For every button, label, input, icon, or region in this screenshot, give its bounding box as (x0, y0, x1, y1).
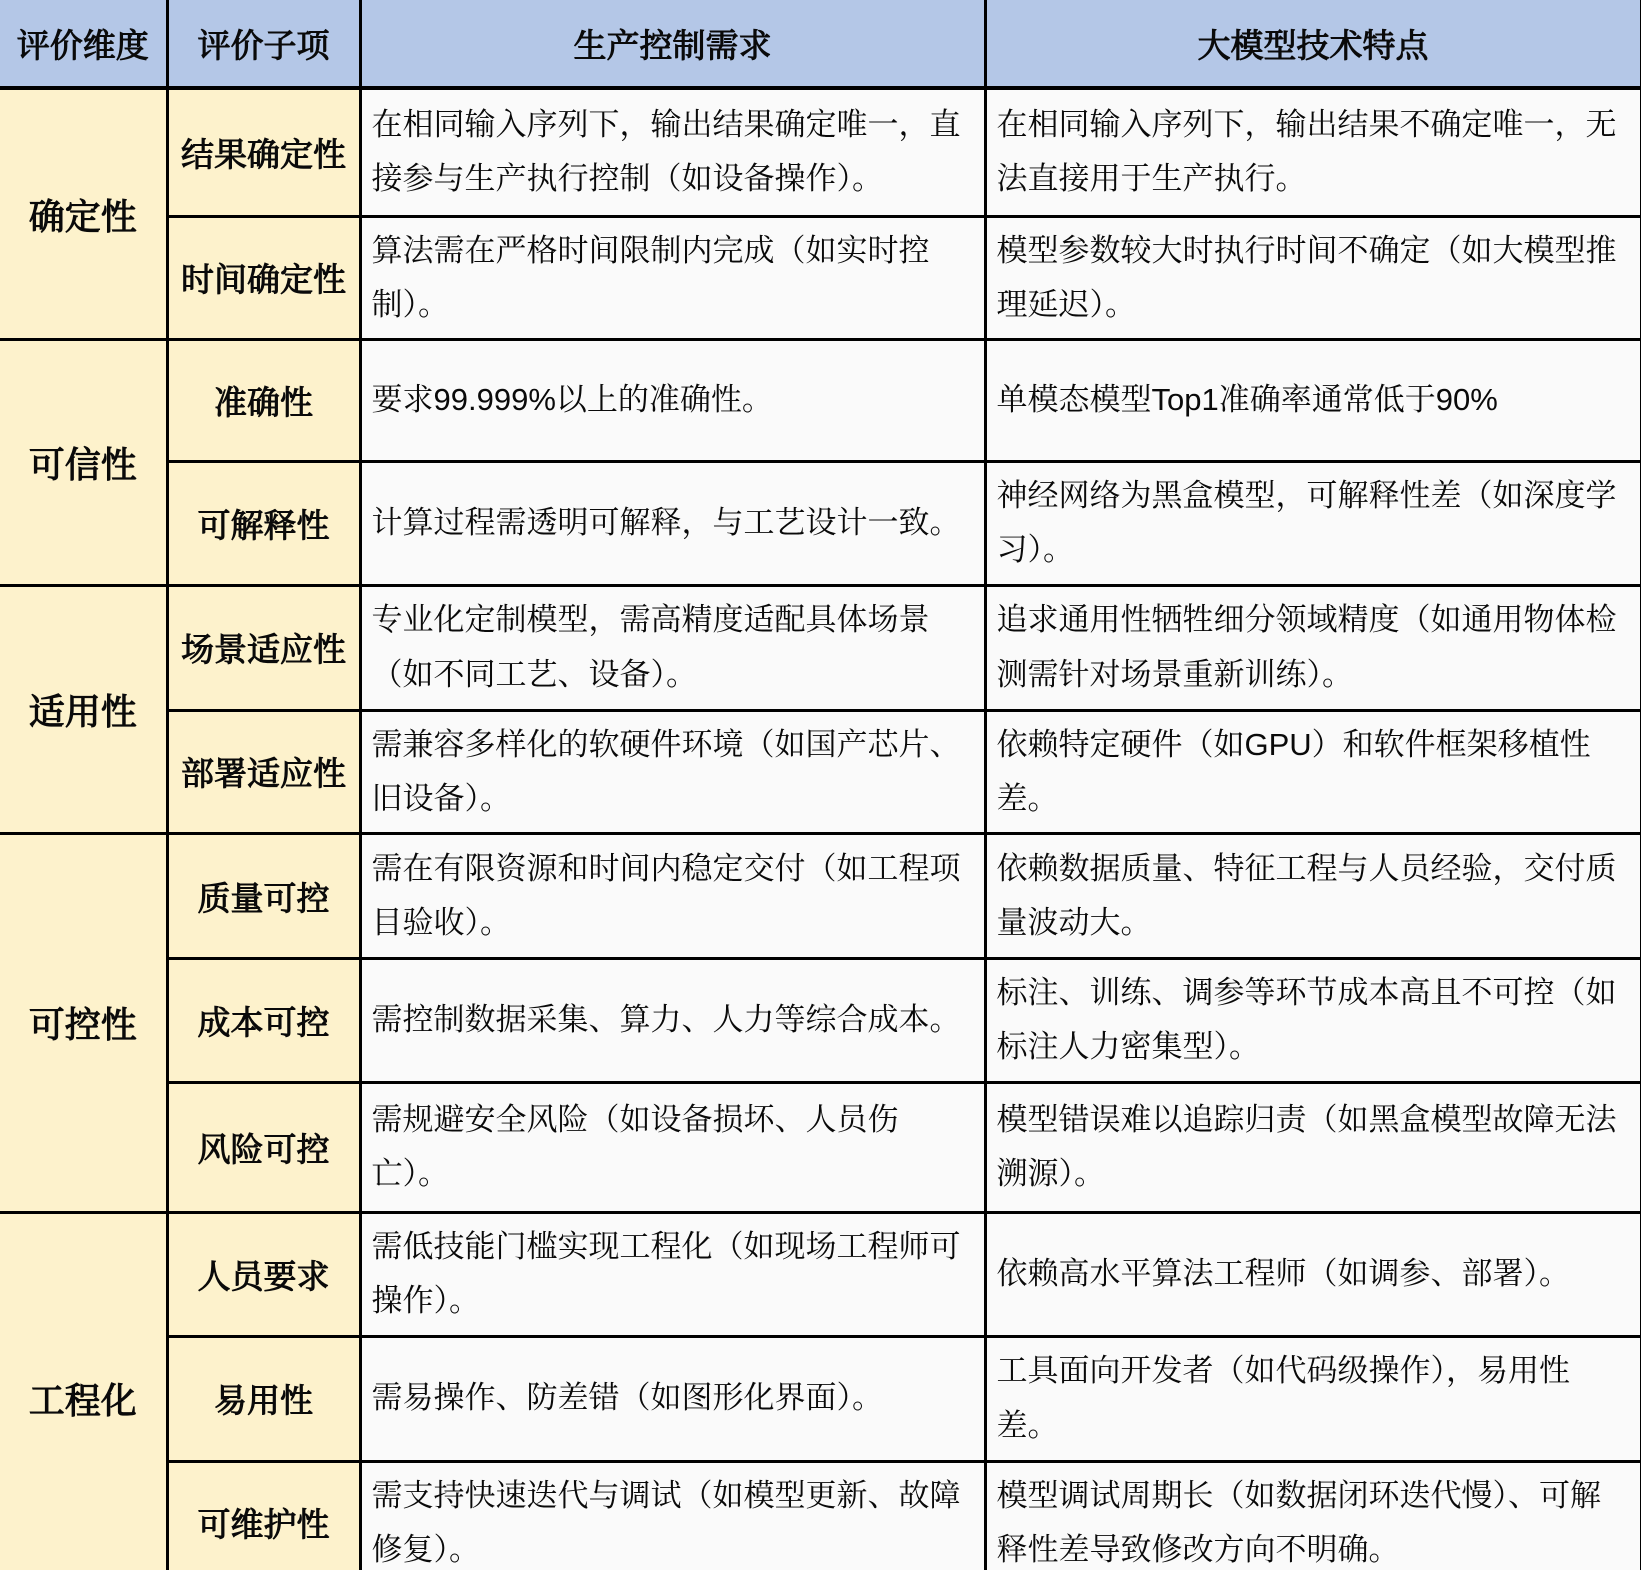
subitem-cell: 可维护性 (167, 1461, 360, 1570)
llm-trait-cell: 在相同输入序列下，输出结果不确定唯一，无法直接用于生产执行。 (985, 88, 1641, 216)
subitem-cell: 场景适应性 (167, 585, 360, 710)
header-cell-dimension: 评价维度 (0, 0, 167, 88)
header-cell-llm-trait: 大模型技术特点 (985, 0, 1641, 88)
llm-trait-cell: 依赖特定硬件（如GPU）和软件框架移植性差。 (985, 710, 1641, 834)
llm-trait-cell: 模型调试周期长（如数据闭环迭代慢）、可解释性差导致修改方向不明确。 (985, 1461, 1641, 1570)
header-row (0, 0, 1641, 88)
llm-trait-cell: 模型错误难以追踪归责（如黑盒模型故障无法溯源）。 (985, 1082, 1641, 1212)
table-row (0, 710, 1641, 834)
dimension-cell-engineering: 工程化 (0, 1212, 167, 1570)
production-need-cell: 要求99.999%以上的准确性。 (360, 340, 985, 462)
subitem-cell: 质量可控 (167, 834, 360, 959)
production-need-cell: 算法需在严格时间限制内完成（如实时控制）。 (360, 216, 985, 340)
table-row (0, 462, 1641, 586)
subitem-cell: 人员要求 (167, 1212, 360, 1336)
table-row (0, 585, 1641, 710)
production-need-cell: 需控制数据采集、算力、人力等综合成本。 (360, 959, 985, 1083)
production-need-cell: 需易操作、防差错（如图形化界面）。 (360, 1336, 985, 1461)
llm-trait-cell: 依赖数据质量、特征工程与人员经验，交付质量波动大。 (985, 834, 1641, 959)
production-need-cell: 计算过程需透明可解释，与工艺设计一致。 (360, 462, 985, 586)
llm-trait-cell: 依赖高水平算法工程师（如调参、部署）。 (985, 1212, 1641, 1336)
production-need-cell: 在相同输入序列下，输出结果确定唯一，直接参与生产执行控制（如设备操作）。 (360, 88, 985, 216)
production-need-cell: 需规避安全风险（如设备损坏、人员伤亡）。 (360, 1082, 985, 1212)
table-row (0, 216, 1641, 340)
table-row (0, 1461, 1641, 1570)
subitem-cell: 成本可控 (167, 959, 360, 1083)
llm-trait-cell: 追求通用性牺牲细分领域精度（如通用物体检测需针对场景重新训练）。 (985, 585, 1641, 710)
llm-trait-cell: 模型参数较大时执行时间不确定（如大模型推理延迟）。 (985, 216, 1641, 340)
production-need-cell: 需在有限资源和时间内稳定交付（如工程项目验收）。 (360, 834, 985, 959)
table-row (0, 1336, 1641, 1461)
subitem-cell: 准确性 (167, 340, 360, 462)
llm-trait-cell: 神经网络为黑盒模型，可解释性差（如深度学习）。 (985, 462, 1641, 586)
subitem-cell: 部署适应性 (167, 710, 360, 834)
production-need-cell: 专业化定制模型，需高精度适配具体场景（如不同工艺、设备）。 (360, 585, 985, 710)
table-row (0, 1212, 1641, 1336)
table-row (0, 340, 1641, 462)
production-need-cell: 需低技能门槛实现工程化（如现场工程师可操作）。 (360, 1212, 985, 1336)
table-row (0, 834, 1641, 959)
dimension-cell-certainty: 确定性 (0, 88, 167, 340)
header-cell-subitem: 评价子项 (167, 0, 360, 88)
table-row (0, 1082, 1641, 1212)
dimension-cell-applicability: 适用性 (0, 585, 167, 834)
llm-trait-cell: 工具面向开发者（如代码级操作），易用性差。 (985, 1336, 1641, 1461)
production-need-cell: 需兼容多样化的软硬件环境（如国产芯片、旧设备）。 (360, 710, 985, 834)
dimension-cell-credibility: 可信性 (0, 340, 167, 586)
header-cell-production-need: 生产控制需求 (360, 0, 985, 88)
subitem-cell: 可解释性 (167, 462, 360, 586)
subitem-cell: 易用性 (167, 1336, 360, 1461)
table-row (0, 88, 1641, 216)
production-need-cell: 需支持快速迭代与调试（如模型更新、故障修复）。 (360, 1461, 985, 1570)
llm-trait-cell: 单模态模型Top1准确率通常低于90% (985, 340, 1641, 462)
subitem-cell: 结果确定性 (167, 88, 360, 216)
dimension-cell-controllability: 可控性 (0, 834, 167, 1213)
subitem-cell: 时间确定性 (167, 216, 360, 340)
llm-trait-cell: 标注、训练、调参等环节成本高且不可控（如标注人力密集型）。 (985, 959, 1641, 1083)
subitem-cell: 风险可控 (167, 1082, 360, 1212)
table-row (0, 959, 1641, 1083)
